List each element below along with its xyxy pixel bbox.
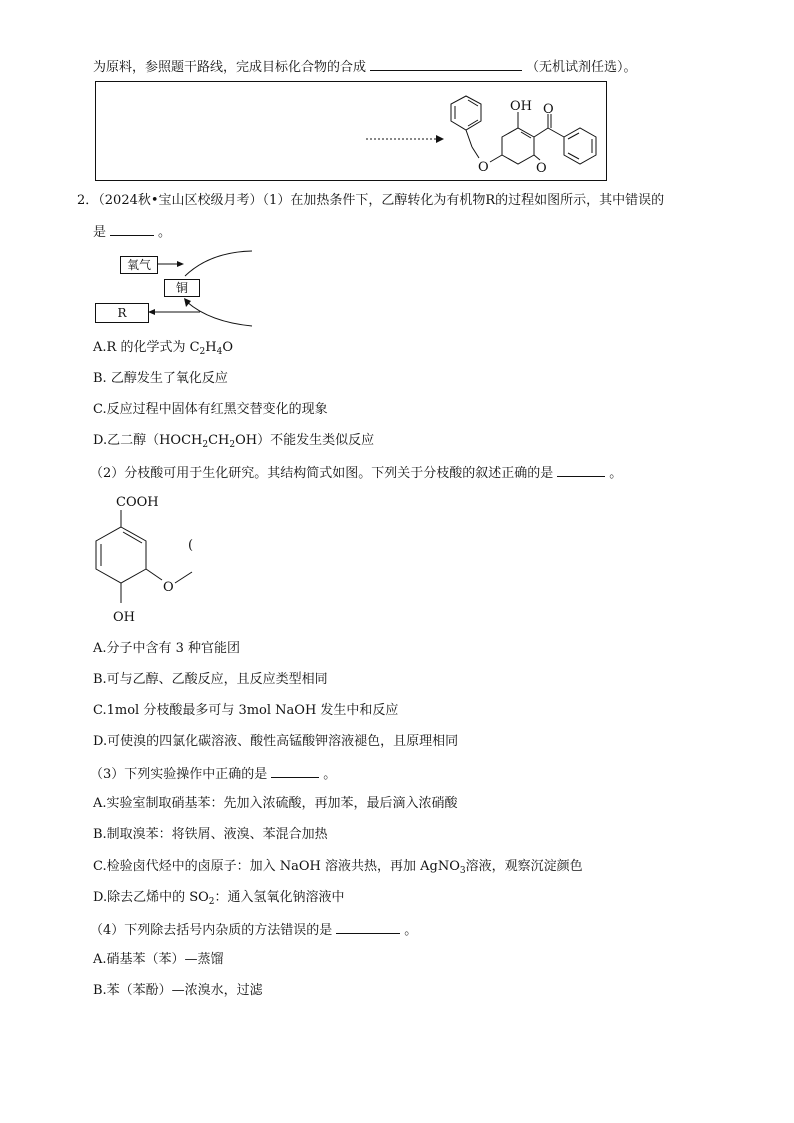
- subscript: 2: [202, 440, 209, 450]
- oxygen-label: 氧气: [120, 256, 158, 274]
- part2-option-b: B.可与乙醇、乙酸反应，且反应类型相同: [93, 672, 328, 687]
- option-text: D.乙二醇（HOCH: [93, 433, 203, 448]
- option-text: ：通入氢氧化钠溶液中: [214, 890, 345, 905]
- part1-stem: （1）在加热条件下，乙醇转化为有机物R的过程如图所示，其中错误的: [262, 193, 665, 208]
- subscript: 3: [459, 866, 466, 876]
- part3-option-c: [93, 858, 583, 876]
- part3-stem-line: [90, 764, 336, 784]
- question-number: 2．: [77, 193, 99, 208]
- option-text: H: [205, 340, 217, 355]
- part2-option-d: D.可使溴的四氯化碳溶液、酸性高锰酸钾溶液褪色，且原理相同: [93, 734, 459, 749]
- option-text: O: [222, 340, 234, 355]
- hydroxyl-label: OH: [113, 610, 135, 625]
- part3-option-d: [93, 889, 345, 907]
- subscript: 2: [199, 347, 206, 357]
- copper-label: 铜: [164, 279, 200, 297]
- part3-option-a: A.实验室制取硝基苯：先加入浓硫酸，再加苯，最后滴入浓硝酸: [93, 796, 458, 811]
- part1-option-b: B. 乙醇发生了氧化反应: [93, 371, 228, 386]
- ether-o-label: O: [163, 580, 174, 595]
- stem-text: 是: [93, 225, 107, 240]
- ether-o-label: O: [478, 160, 489, 175]
- part3-stem: （3）下列实验操作中正确的是: [90, 767, 268, 782]
- part1-option-c: C.反应过程中固体有红黑交替变化的现象: [93, 402, 328, 417]
- ring: [96, 527, 146, 583]
- part4-stem-line: [90, 920, 417, 940]
- subscript: 2: [208, 897, 215, 907]
- stem-text: 。: [323, 767, 337, 782]
- question-source: （2024秋•宝山区校级月考）: [98, 193, 263, 208]
- option-text: A.R 的化学式为 C: [93, 340, 200, 355]
- subscript: 2: [229, 440, 236, 450]
- option-text: 溶液，观察沉淀颜色: [465, 859, 583, 874]
- part4-stem: （4）下列除去括号内杂质的方法错误的是: [90, 923, 333, 938]
- option-text: D.除去乙烯中的 SO: [93, 890, 209, 905]
- cooh-label: COOH: [116, 495, 159, 510]
- answer-blank: [271, 764, 319, 778]
- carbonyl-o-label: O: [543, 102, 554, 117]
- hydroxyl-label: OH: [510, 99, 532, 114]
- part2-stem: （2）分枝酸可用于生化研究。其结构简式如图。下列关于分枝酸的叙述正确的是: [90, 466, 554, 481]
- intro-text: 为原料，参照题干路线，完成目标化合物的合成: [93, 60, 367, 75]
- intro-text-end: （无机试剂任选）。: [526, 60, 637, 75]
- part2-option-a: A.分子中含有 3 种官能团: [93, 641, 241, 656]
- option-text: C.检验卤代烃中的卤原子：加入 NaOH 溶液共热，再加 AgNO: [93, 859, 460, 874]
- answer-blank: [336, 920, 400, 934]
- part4-option-b: B.苯（苯酚）—浓溴水，过滤: [93, 983, 263, 998]
- option-text: CH: [208, 433, 230, 448]
- bond: [146, 569, 162, 580]
- stem-text: 。: [609, 466, 623, 481]
- part3-option-b: B.制取溴苯：将铁屑、液溴、苯混合加热: [93, 827, 328, 842]
- part2-option-c: C.1mol 分枝酸最多可与 3mol NaOH 发生中和反应: [93, 703, 399, 718]
- part4-option-a: A.硝基苯（苯）—蒸馏: [93, 952, 224, 967]
- stem-text: 。: [158, 225, 172, 240]
- stem-text: 。: [404, 923, 418, 938]
- option-text: OH）不能发生类似反应: [235, 433, 375, 448]
- truncated-paren: (: [188, 538, 194, 553]
- bond: [175, 572, 192, 583]
- subscript: 4: [216, 347, 223, 357]
- product-r-label: R: [95, 303, 149, 323]
- ketone-o-label: O: [536, 161, 547, 176]
